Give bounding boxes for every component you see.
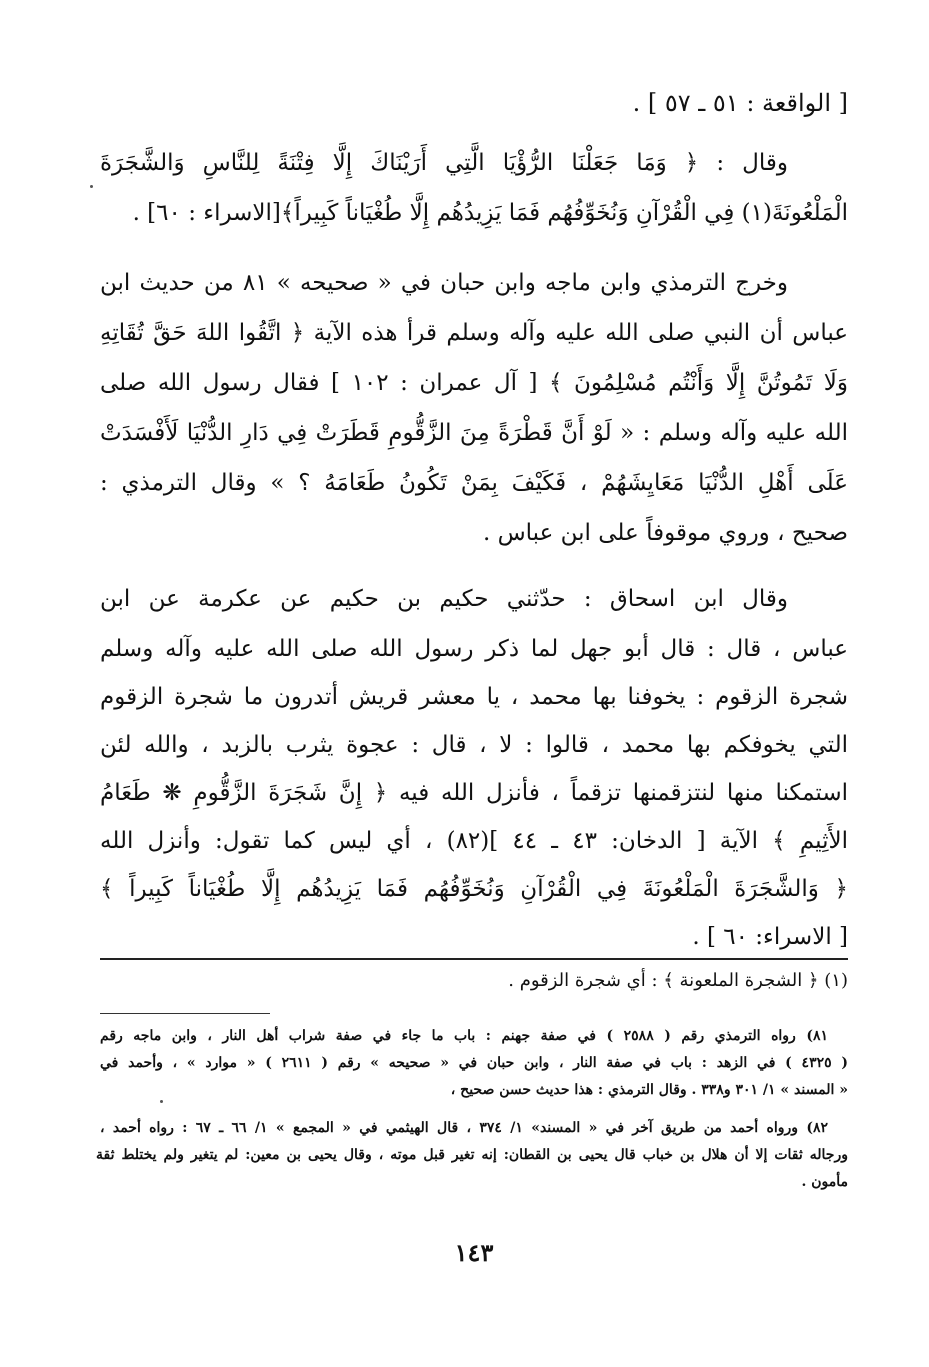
scan-speck: [90, 185, 93, 188]
paragraph-line: الْمَلْعُونَةَ(١) فِي الْقُرْآنِ وَنُخَوِّفُهُم فَمَا يَزِيدُهُم إِلَّا طُغْيَاناً كَبِيراً﴾[الاسراء : ٦٠] .: [132, 200, 848, 226]
paragraph-line: ﴿ وَالشَّجَرَةَ الْمَلْعُونَةَ فِي الْقُرْآنِ وَنُخَوِّفُهُم فَمَا يَزِيدُهُم إِلَّا طُغْيَاناً كَبِيراً ﴾: [100, 876, 848, 902]
scan-speck: [160, 1100, 163, 1103]
paragraph-line: وخرج الترمذي وابن ماجه وابن حبان في « صحيحه » ٨١ من حديث ابن: [100, 270, 788, 296]
endnote-line: ٨١) رواه الترمذي رقم ( ٢٥٨٨ ) في صفة جهنم : باب ما جاء في صفة شراب أهل النار ، وابن ماجه رقم: [100, 1028, 828, 1044]
paragraph-line: وَلَا تَمُوتُنَّ إِلَّا وَأَنْتُم مُسْلِمُونَ ﴾ [ آل عمران : ١٠٢ ] فقال رسول الله صلى: [100, 370, 848, 396]
paragraph-line: شجرة الزقوم : يخوفنا بها محمد ، يا معشر قريش أتدرون ما شجرة الزقوم: [100, 684, 848, 710]
page-content: [96, 78, 848, 1308]
paragraph-line: الله عليه وآله وسلم : « لَوْ أَنَّ قَطْرَةً مِنَ الزَّقُّومِ قَطَرَتْ فِي دَارِ الدُّنْيَا لَأَفْسَدَتْ: [100, 420, 848, 446]
footnote-divider: [100, 958, 848, 960]
notes-divider: [100, 1013, 270, 1014]
footnote-line: (١) ﴿ الشجرة الملعونة ﴾ : أي شجرة الزقوم .: [508, 970, 848, 991]
endnote-line: ( ٤٣٢٥ ) في الزهد : باب في صفة النار ، وابن حبان في « صحيحه » رقم ( ٢٦١١ ) « موارد » ، وأحمد في: [100, 1055, 848, 1071]
paragraph-line: استمكنا منها لنتزقمنها تزقماً ، فأنزل الله فيه ﴿ إِنَّ شَجَرَةَ الزَّقُّومِ ❋ طَعَامُ: [100, 780, 848, 806]
paragraph-line: وقال ابن اسحاق : حدّثني حكيم بن حكيم عن عكرمة عن ابن: [100, 586, 788, 612]
page-number: ١٤٣: [454, 1238, 494, 1267]
endnote-line: ٨٢) ورواه أحمد من طريق آخر في « المسند» ١/ ٣٧٤ ، قال الهيثمي في « المجمع » ١/ ٦٦ ـ ٦٧ : رواه أحمد ،: [100, 1120, 828, 1136]
paragraph-line: وقال : ﴿ وَمَا جَعَلْنَا الرُّؤْيَا الَّتِي أَرَيْنَاكَ إِلَّا فِتْنَةً لِلنَّاسِ وَالشَّجَرَةَ: [100, 150, 788, 176]
paragraph-line: عباس ، قال : قال أبو جهل لما ذكر رسول الله صلى الله عليه وآله وسلم: [100, 636, 848, 662]
paragraph-line: التي يخوفكم بها محمد ، قالوا : لا ، قال : عجوة يثرب بالزبد ، والله لئن: [100, 732, 848, 758]
paragraph-line: عَلَى أَهْلِ الدُّنْيَا مَعَايِشَهُمْ ، فَكَيْفَ بِمَنْ تَكُونُ طَعَامَهُ ؟ » وقال الترمذي :: [100, 470, 848, 496]
endnote-line: ورجاله ثقات إلا أن هلال بن خباب قال يحيى بن القطان: إنه تغير قبل موته ، وقال يحيى بن معين: لم يتغير ولم يختلط ثقة: [96, 1147, 848, 1163]
paragraph-line: صحيح ، وروي موقوفاً على ابن عباس .: [482, 520, 848, 546]
paragraph-line: عباس أن النبي صلى الله عليه وآله وسلم قرأ هذه الآية ﴿ اتَّقُوا اللهَ حَقَّ تُقَاتِهِ: [100, 320, 848, 346]
endnote-line: مأمون .: [801, 1174, 848, 1190]
endnote-line: « المسند » ١/ ٣٠١ و٣٣٨ . وقال الترمذي : هذا حديث حسن صحيح ،: [450, 1082, 848, 1098]
header-line: [ الواقعة : ٥١ ـ ٥٧ ] .: [632, 89, 848, 117]
paragraph-line: [ الاسراء: ٦٠ ] .: [692, 924, 848, 950]
paragraph-line: الأَثِيمِ ﴾ الآية [ الدخان: ٤٣ ـ ٤٤ ](٨٢) ، أي ليس كما تقول: وأنزل الله: [100, 828, 848, 854]
